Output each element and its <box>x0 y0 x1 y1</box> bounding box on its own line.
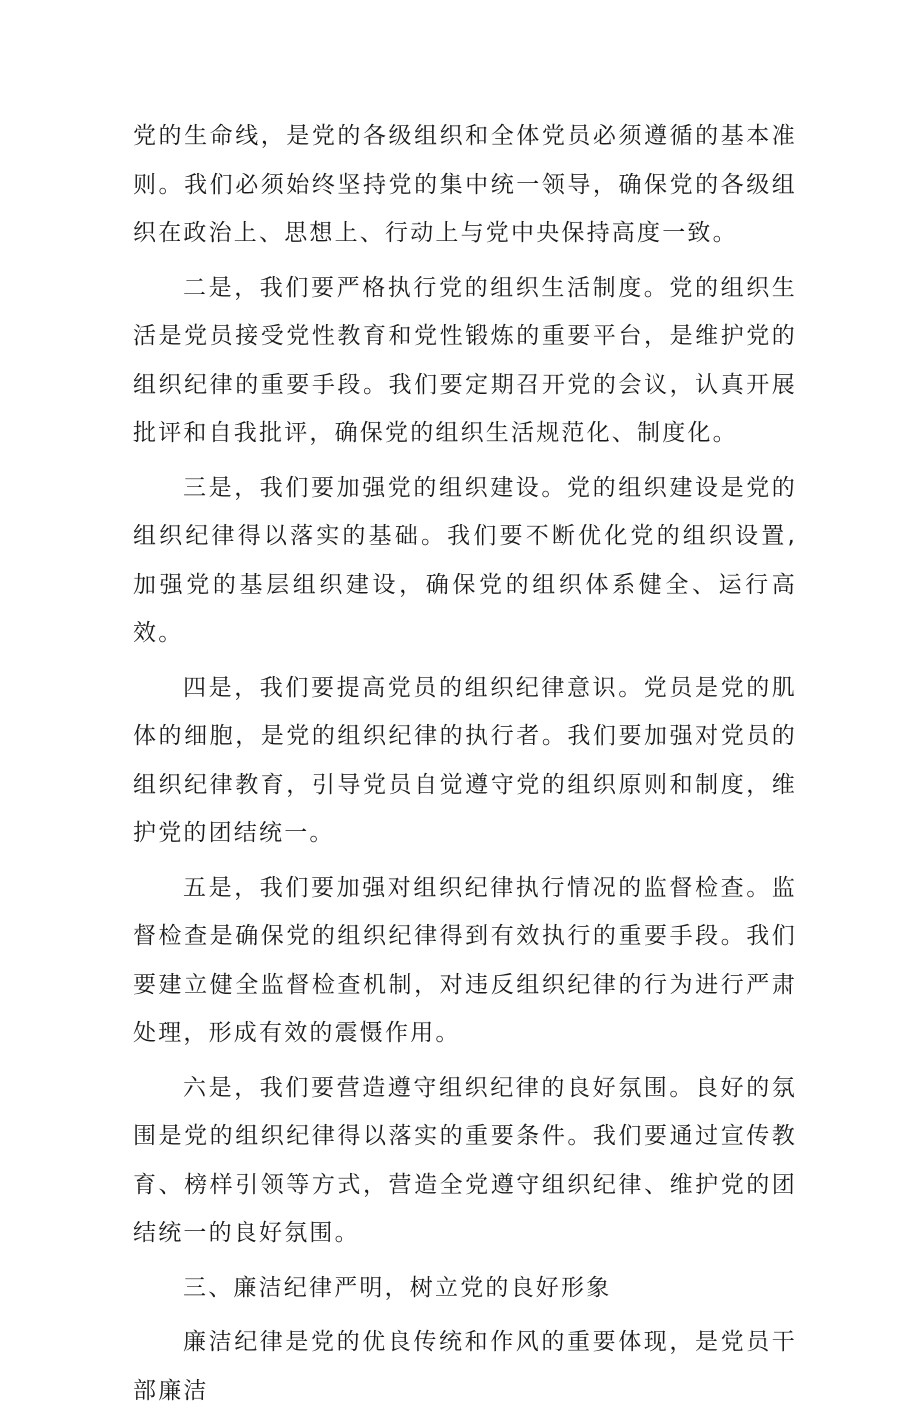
paragraph-point-four: 四是，我们要提高党员的组织纪律意识。党员是党的肌体的细胞，是党的组织纪律的执行者。我们要加强对党员的组织纪律教育，引导党员自觉遵守党的组织原则和制度，维护党的团结统一。 <box>133 674 797 846</box>
paragraph-point-six: 六是，我们要营造遵守组织纪律的良好氛围。良好的氛围是党的组织纪律得以落实的重要条件。我们要通过宣传教育、榜样引领等方式，营造全党遵守组织纪律、维护党的团结统一的良好氛围。 <box>133 1074 797 1246</box>
paragraph-point-two: 二是，我们要严格执行党的组织生活制度。党的组织生活是党员接受党性教育和党性锻炼的重要平台，是维护党的组织纪律的重要手段。我们要定期召开党的会议，认真开展批评和自我批评，确保党的组织生活规范化、制度化。 <box>133 274 797 446</box>
section-heading: 三、廉洁纪律严明，树立党的良好形象 <box>183 1274 612 1301</box>
paragraph-continuation: 党的生命线，是党的各级组织和全体党员必须遵循的基本准则。我们必须始终坚持党的集中统一领导，确保党的各级组织在政治上、思想上、行动上与党中央保持高度一致。 <box>133 123 797 246</box>
paragraph-point-five: 五是，我们要加强对组织纪律执行情况的监督检查。监督检查是确保党的组织纪律得到有效执行的重要手段。我们要建立健全监督检查机制，对违反组织纪律的行为进行严肃处理，形成有效的震慑作用。 <box>133 874 797 1046</box>
paragraph-section-intro: 廉洁纪律是党的优良传统和作风的重要体现，是党员干部廉洁 <box>133 1329 797 1404</box>
document-body <box>133 112 797 1421</box>
paragraph-point-three: 三是，我们要加强党的组织建设。党的组织建设是党的组织纪律得以落实的基础。我们要不断优化党的组织设置,加强党的基层组织建设，确保党的组织体系健全、运行高效。 <box>133 474 797 646</box>
